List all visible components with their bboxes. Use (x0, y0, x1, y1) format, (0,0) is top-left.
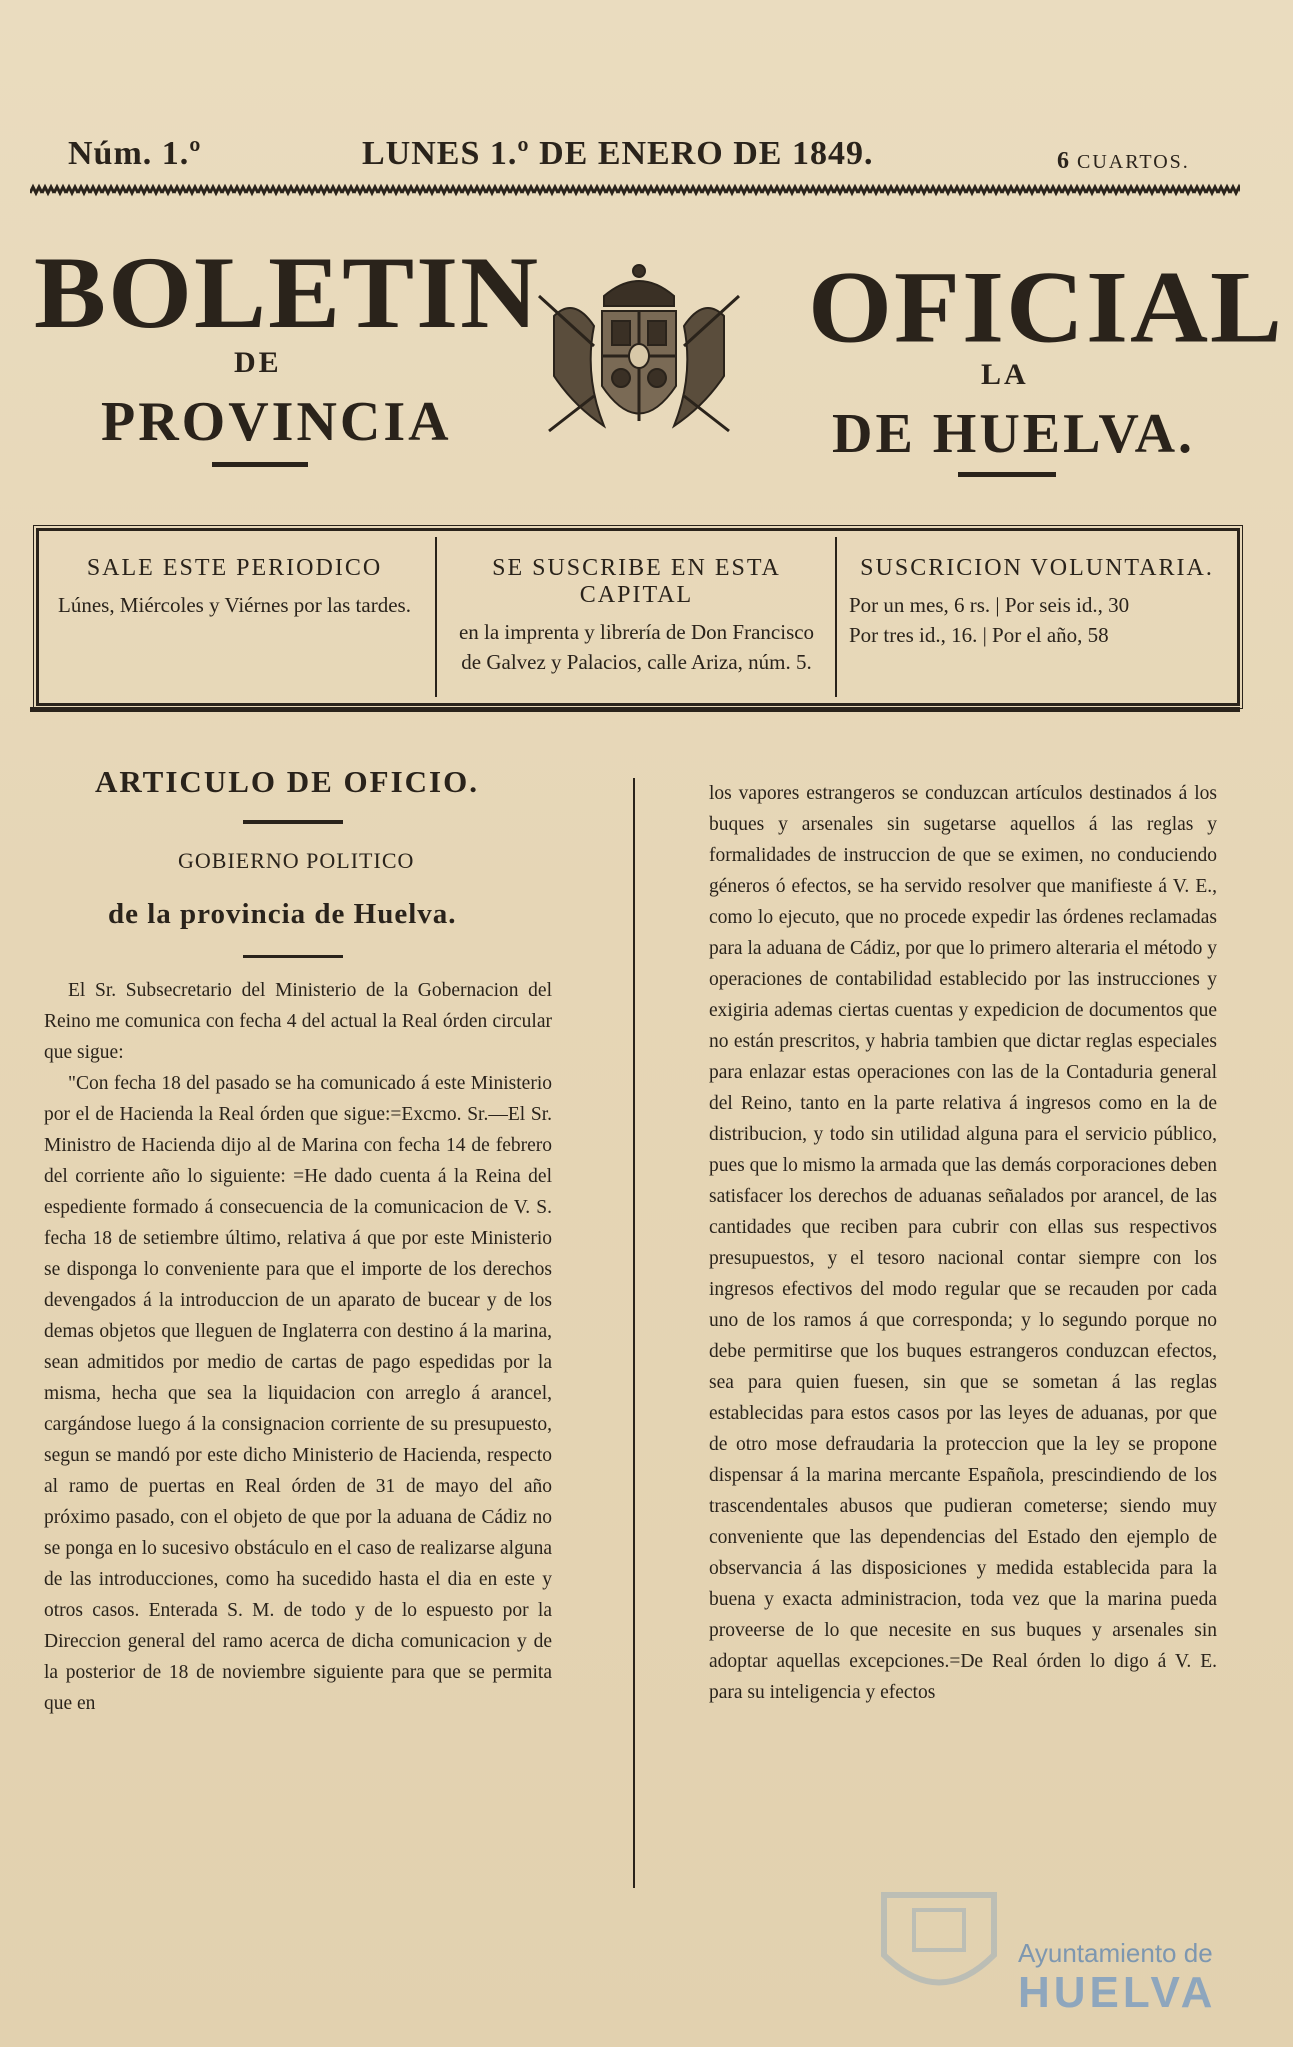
box-bottom-rule (30, 707, 1240, 712)
box-col-subscribe (439, 529, 834, 705)
article-subheading: GOBIERNO POLITICO (178, 848, 415, 873)
column-divider (633, 778, 635, 1888)
issue-price (1057, 148, 1190, 175)
box-divider (835, 537, 837, 697)
ornamental-rule (30, 183, 1240, 197)
paragraph: El Sr. Subsecretario del Ministerio de la Gobernacion del Reino me comunica con fecha 4 del actual la Real órden circular que sigue: (44, 980, 552, 1063)
title-oficial: OFICIAL (808, 251, 1285, 365)
title-de: DE (234, 346, 282, 379)
title-boletin: BOLETIN (34, 237, 541, 351)
title-provincia: PROVINCIA (101, 391, 452, 453)
rates-line-2: Por tres id., 16. | Por el año, 58 (849, 623, 1109, 647)
watermark-text-2: HUELVA (1018, 1968, 1217, 2017)
rates-heading: SUSCRICION VOLUNTARIA. (860, 555, 1214, 581)
issue-number: Núm. 1.º (68, 135, 202, 172)
box-divider (435, 537, 437, 697)
heading-rule (243, 820, 343, 824)
title-rule-right (958, 472, 1056, 477)
subscribe-text: en la imprenta y librería de Don Francisco de Galvez y Palacios, calle Ariza, núm. 5. (458, 620, 815, 674)
article-heading: ARTICULO DE OFICIO. (95, 764, 479, 799)
article-subheading-2: de la provincia de Huelva. (108, 898, 457, 930)
issue-date: LUNES 1.º DE ENERO DE 1849. (362, 135, 874, 172)
price-unit: CUARTOS. (1077, 151, 1190, 173)
box-col-rates (839, 529, 1235, 705)
watermark-text-1: Ayuntamiento de (1018, 1938, 1213, 1968)
paragraph: los vapores estrangeros se conduzcan artículos destinados á los buques y arsenales sin sugetarse aquellos á las reglas y formalidades de instruccion de que se eximen, no conduciendo géneros ó efectos, se ha servido resolver que manifieste á V. E., como lo ejecuto, que no procede expedir las órdenes reclamadas para la aduana de Cádiz, por que lo primero alteraria el método y operaciones de contabilidad establecido por las instrucciones y exigiria ademas ciertas cuentas y expedicion de documentos que no están prescritos, y habria tambien que dictar reglas especiales para enlazar estas operaciones con las de la Contaduria general del Reino, tanto en la parte relativa á ingresos como en la de distribucion, y todo sin utilidad alguna para el servicio público, pues que lo mismo la armada que las demás corporaciones deben satisfacer los derechos de aduanas señalados por arancel, de las cantidades que reciben para cubrir con ellas sus respectivos presupuestos, y el tesoro nacional contar siempre con los ingresos efectivos del modo regular que se recauden por cada uno de los ramos á que corresponda; y lo segundo porque no debe permitirse que los buques estrangeros conduzcan efectos, sea para quien fuesen, sin que se sometan á las reglas establecidas para estos casos por las leyes de aduanas, por que de otro mose defraudaria la proteccion que la ley se propone dispensar á la marina mercante Española, prescindiendo de los trascendentales abusos que pudieran cometerse; siendo muy conveniente que las dependencias del Estado den ejemplo de observancia á las disposiciones y medida establecida para la buena y exacta administracion, toda vez que la marina pueda proveerse de lo que necesite en sus buques y arsenales sin adoptar aquellas excepciones.=De Real órden lo digo á V. E. para su inteligencia y efectos (709, 783, 1217, 1703)
subheading-rule (243, 955, 343, 958)
title-la: LA (981, 358, 1029, 391)
rates-line-1: Por un mes, 6 rs. | Por seis id., 30 (849, 593, 1130, 617)
subscribe-heading: SE SUSCRIBE EN ESTA CAPITAL (492, 555, 781, 608)
article-column-1 (44, 975, 552, 1719)
box-col-schedule (37, 529, 432, 705)
subscription-box (33, 525, 1243, 709)
article-column-2 (709, 778, 1217, 1708)
coat-of-arms-icon (534, 256, 744, 456)
paragraph: "Con fecha 18 del pasado se ha comunicado á este Ministerio por el de Hacienda la Real órden que sigue:=Excmo. Sr.—El Sr. Ministro de Hacienda dijo al de Marina con fecha 14 de febrero del corriente año lo siguiente: =He dado cuenta á la Reina del espediente formado á consecuencia de la comunicacion de V. S. fecha 18 de setiembre último, relativa á que por este Ministerio se disponga lo conveniente para que el importe de los derechos devengados á la introduccion de un aparato de bucear y de los demas objetos que lleguen de Inglaterra con destino á la marina, sean admitidos por medio de cartas de pago espedidas por la misma, hecha que sea la liquidacion con arreglo á arancel, cargándose luego á la consignacion corriente de su presupuesto, segun se mandó por este dicho Ministerio de Hacienda, respecto al ramo de puertas en Real órden de 31 de mayo del año próximo pasado, con el objeto de que por la aduana de Cádiz no se ponga en lo sucesivo obstáculo en el caso de realizarse alguna de las introducciones, como ha sucedido hasta el dia en este y otros casos. Enterada S. M. de todo y de lo espuesto por la Direccion general del ramo acerca de dicha comunicacion y de la posterior de 18 de noviembre siguiente para que se permita que en (44, 1073, 552, 1714)
schedule-heading: SALE ESTE PERIODICO (86, 555, 383, 581)
schedule-text: Lúnes, Miércoles y Viérnes por las tardes. (58, 593, 411, 617)
title-rule-left (212, 462, 308, 467)
title-de-huelva: DE HUELVA. (832, 403, 1196, 465)
price-number: 6 (1057, 148, 1070, 174)
